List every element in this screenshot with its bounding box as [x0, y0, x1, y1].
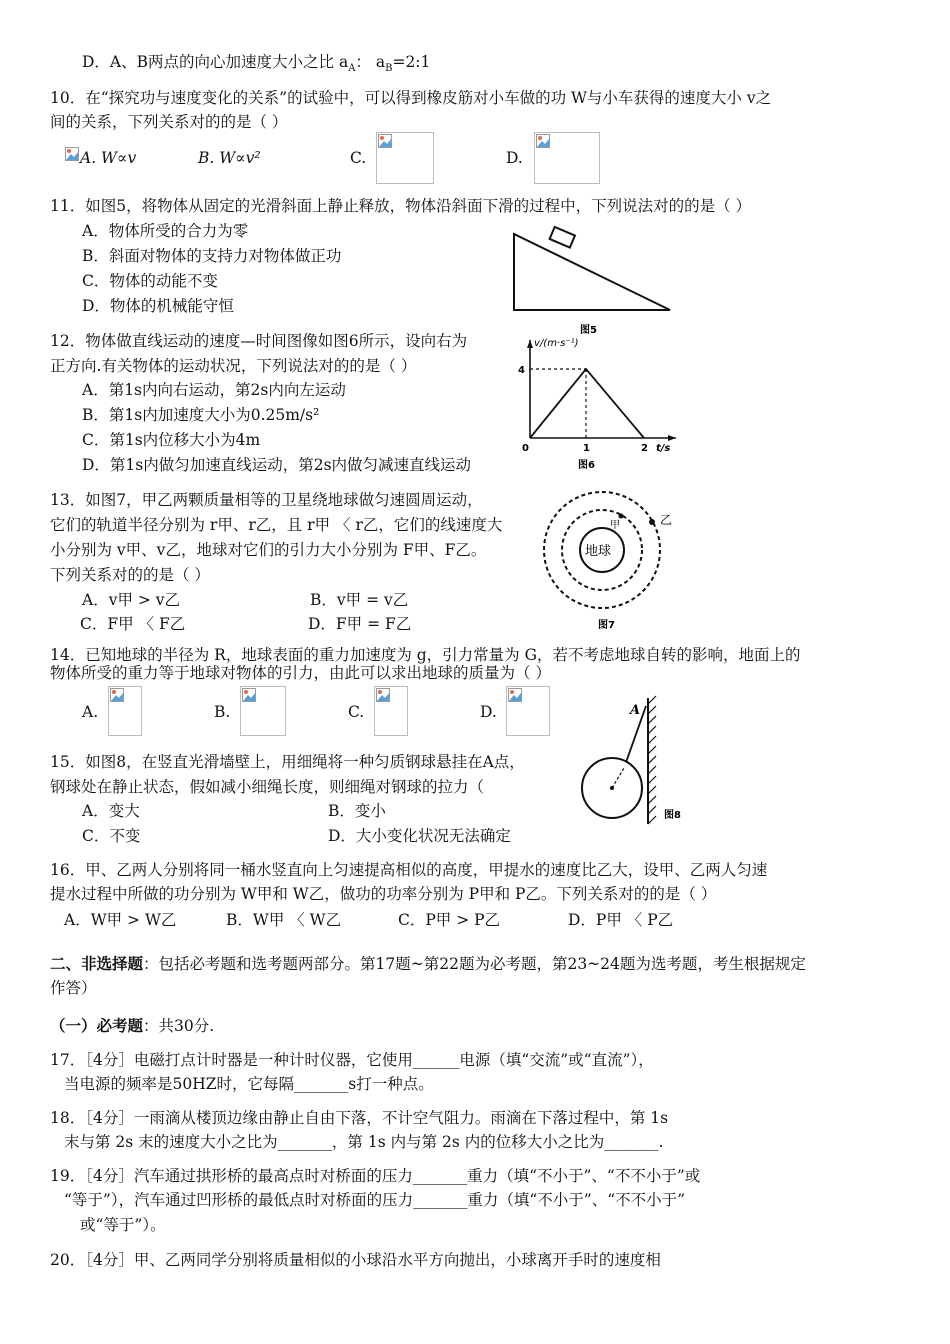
q13-option-c: C．F甲 〈 F乙 — [80, 615, 186, 633]
q9-opt-d-mid: ： a — [355, 53, 386, 71]
q14-option-c-image — [374, 686, 408, 736]
q13-stem-line3: 小分别为 v甲、v乙，地球对它们的引力大小分别为 F甲、F乙。 — [50, 541, 487, 559]
earth-label: 地球 — [585, 544, 612, 559]
figure-6-caption: 图6 — [578, 460, 595, 471]
point-a-label: A — [630, 703, 641, 718]
section-2-desc: ：包括必考题和选考题两部分。第17题~第22题为必考题，第23~24题为选考题，考生根据规定 — [143, 955, 806, 973]
q14-option-b: B. — [214, 703, 231, 721]
q13-stem-line4: 下列关系对的的是（ ） — [50, 566, 210, 584]
q14-option-d: D. — [480, 703, 497, 721]
q12-option-d: D．第1s内做匀加速直线运动，第2s内做匀减速直线运动 — [82, 456, 472, 474]
q19-line3: 或“等于”）。 — [80, 1216, 166, 1234]
q9-opt-d-sub-b: B — [385, 63, 393, 75]
broken-image-icon — [536, 134, 550, 148]
broken-image-icon — [65, 147, 79, 161]
block-on-incline — [550, 227, 575, 248]
q15-option-b: B．变小 — [328, 802, 386, 820]
q16-option-b: B．W甲 〈 W乙 — [226, 911, 342, 929]
part-1-text: ：共30分. — [143, 1017, 215, 1035]
broken-image-icon — [508, 688, 522, 702]
q16-option-c: C．P甲 > P乙 — [398, 911, 501, 929]
q10-option-c: C. — [350, 149, 367, 167]
vt-y-tick-4: 4 — [518, 365, 525, 376]
q10-option-d: D. — [506, 149, 523, 167]
q10-option-b: B. W∝v² — [198, 149, 261, 167]
q11-option-d: D．物体的机械能守恒 — [82, 297, 234, 315]
vt-y-axis-label: v/(m·s⁻¹) — [534, 338, 579, 349]
q9-option-d — [82, 52, 430, 79]
q12-stem-line2: 正方向.有关物体的运动状况，下列说法对的的是（ ） — [50, 357, 417, 375]
q12-option-b: B．第1s内加速度大小为0.25m/s² — [82, 406, 320, 424]
vt-x-axis-label: t/s — [656, 443, 671, 454]
q12-stem-line1: 12．物体做直线运动的速度—时间图像如图6所示，设向右为 — [50, 332, 468, 350]
q10-stem-line1: 10．在“探究功与速度变化的关系”的试验中，可以得到橡皮筋对小车做的功 W与小车获得的速度大小 v之 — [50, 89, 772, 107]
q14-option-a: A. — [82, 703, 99, 721]
q15-option-c: C．不变 — [82, 827, 141, 845]
q13-option-d: D．F甲 = F乙 — [308, 615, 412, 633]
satellite-jia — [619, 514, 624, 519]
q15-stem-line1: 15．如图8，在竖直光滑墙壁上，用细绳将一种匀质钢球悬挂在A点， — [50, 753, 525, 771]
q10-option-d-image — [534, 132, 600, 184]
q10-option-a-image — [64, 146, 78, 164]
q14-option-b-image — [240, 686, 286, 736]
section-2-heading — [50, 954, 806, 974]
q15-option-d: D．大小变化状况无法确定 — [328, 827, 511, 845]
q20-line1: 20．［4分］甲、乙两同学分别将质量相似的小球沿水平方向抛出，小球离开手时的速度相 — [50, 1251, 661, 1269]
satellite-yi-label: 乙 — [660, 513, 673, 527]
vt-line — [530, 369, 644, 438]
q11-stem: 11．如图5，将物体从固定的光滑斜面上静止释放，物体沿斜面下滑的过程中，下列说法对的的是（ ） — [50, 197, 752, 215]
figure-5-caption: 图5 — [580, 325, 597, 336]
q11-option-a: A．物体所受的合力为零 — [82, 222, 249, 240]
q9-opt-d-sub-a: A — [348, 63, 356, 75]
q14-option-d-image — [506, 686, 550, 736]
hanging-ball-figure-8 — [578, 692, 688, 828]
q17-line2: 当电源的频率是50HZ时，它每隔_______s打一种点。 — [64, 1075, 434, 1093]
satellite-yi — [649, 519, 655, 525]
q10-option-a: A. W∝v — [80, 149, 137, 167]
q16-option-a: A．W甲 > W乙 — [64, 911, 177, 929]
q14-option-a-image — [108, 686, 142, 736]
part-1-title: （一）必考题 — [50, 1016, 144, 1035]
figure-7-caption: 图7 — [598, 620, 615, 631]
q14-option-c: C. — [348, 703, 365, 721]
broken-image-icon — [110, 688, 124, 702]
q13-stem-line1: 13．如图7，甲乙两颗质量相等的卫星绕地球做匀速圆周运动， — [50, 491, 483, 509]
satellite-orbits-figure-7 — [538, 484, 678, 634]
q19-line2: “等于”），汽车通过凹形桥的最低点时对桥面的压力_______重力（填“不小于”、“不不小于” — [64, 1191, 686, 1209]
figure-8-caption: 图8 — [664, 810, 681, 821]
part-1-heading — [50, 1016, 214, 1036]
vt-x-tick-1: 1 — [583, 443, 590, 454]
vt-x-tick-0: 0 — [522, 443, 529, 454]
q11-option-b: B．斜面对物体的支持力对物体做正功 — [82, 247, 342, 265]
q17-line1: 17．［4分］电磁打点计时器是一种计时仪器，它使用______电源（填“交流”或“直流”）， — [50, 1051, 654, 1069]
q13-option-a: A．v甲 > v乙 — [82, 591, 181, 609]
q10-option-c-image — [376, 132, 434, 184]
q15-option-a: A．变大 — [82, 802, 140, 820]
q14-stem-line1: 14．已知地球的半径为 R，地球表面的重力加速度为 g，引力常量为 G，若不考虑地球自转的影响，地面上的 — [50, 646, 801, 664]
q18-line2: 末与第 2s 末的速度大小之比为_______，第 1s 内与第 2s 内的位移大小之比为_______. — [64, 1133, 664, 1151]
section-2-title: 二、非选择题 — [50, 954, 144, 973]
q19-line1: 19．［4分］汽车通过拱形桥的最高点时对桥面的压力_______重力（填“不小于”、“不不小于”或 — [50, 1167, 701, 1185]
incline-figure-5 — [508, 222, 678, 340]
section-2-desc-line2: 作答） — [50, 979, 97, 997]
q16-stem-line2: 提水过程中所做的功分别为 W甲和 W乙，做功的功率分别为 P甲和 P乙。下列关系对的的是（ ） — [50, 885, 717, 903]
q9-opt-d-text: D．A、B两点的向心加速度大小之比 a — [82, 53, 349, 71]
q12-option-a: A．第1s内向右运动，第2s内向左运动 — [82, 381, 346, 399]
broken-image-icon — [376, 688, 390, 702]
q12-option-c: C．第1s内位移大小为4m — [82, 431, 261, 449]
broken-image-icon — [378, 134, 392, 148]
satellite-jia-label: 甲 — [610, 520, 620, 531]
q9-opt-d-end: =2:1 — [392, 53, 431, 71]
velocity-time-graph-figure-6 — [508, 334, 683, 474]
q16-option-d: D．P甲 〈 P乙 — [568, 911, 674, 929]
q15-stem-line2: 钢球处在静止状态，假如减小细绳长度，则细绳对钢球的拉力（ — [50, 778, 485, 796]
q10-stem-line2: 间的关系，下列关系对的的是（ ） — [50, 113, 288, 131]
broken-image-icon — [242, 688, 256, 702]
q13-option-b: B．v甲 = v乙 — [310, 591, 409, 609]
q14-stem-line2: 物体所受的重力等于地球对物体的引力，由此可以求出地球的质量为（ ） — [50, 664, 551, 682]
q13-stem-line2: 它们的轨道半径分别为 r甲、r乙，且 r甲 〈 r乙，它们的线速度大 — [50, 516, 503, 534]
q16-stem-line1: 16．甲、乙两人分别将同一桶水竖直向上匀速提高相似的高度，甲提水的速度比乙大，设甲、乙两人匀速 — [50, 861, 768, 879]
q11-option-c: C．物体的动能不变 — [82, 272, 218, 290]
q18-line1: 18．［4分］一雨滴从楼顶边缘由静止自由下落，不计空气阻力。雨滴在下落过程中，第 1s — [50, 1109, 669, 1127]
vt-x-tick-2: 2 — [641, 443, 648, 454]
